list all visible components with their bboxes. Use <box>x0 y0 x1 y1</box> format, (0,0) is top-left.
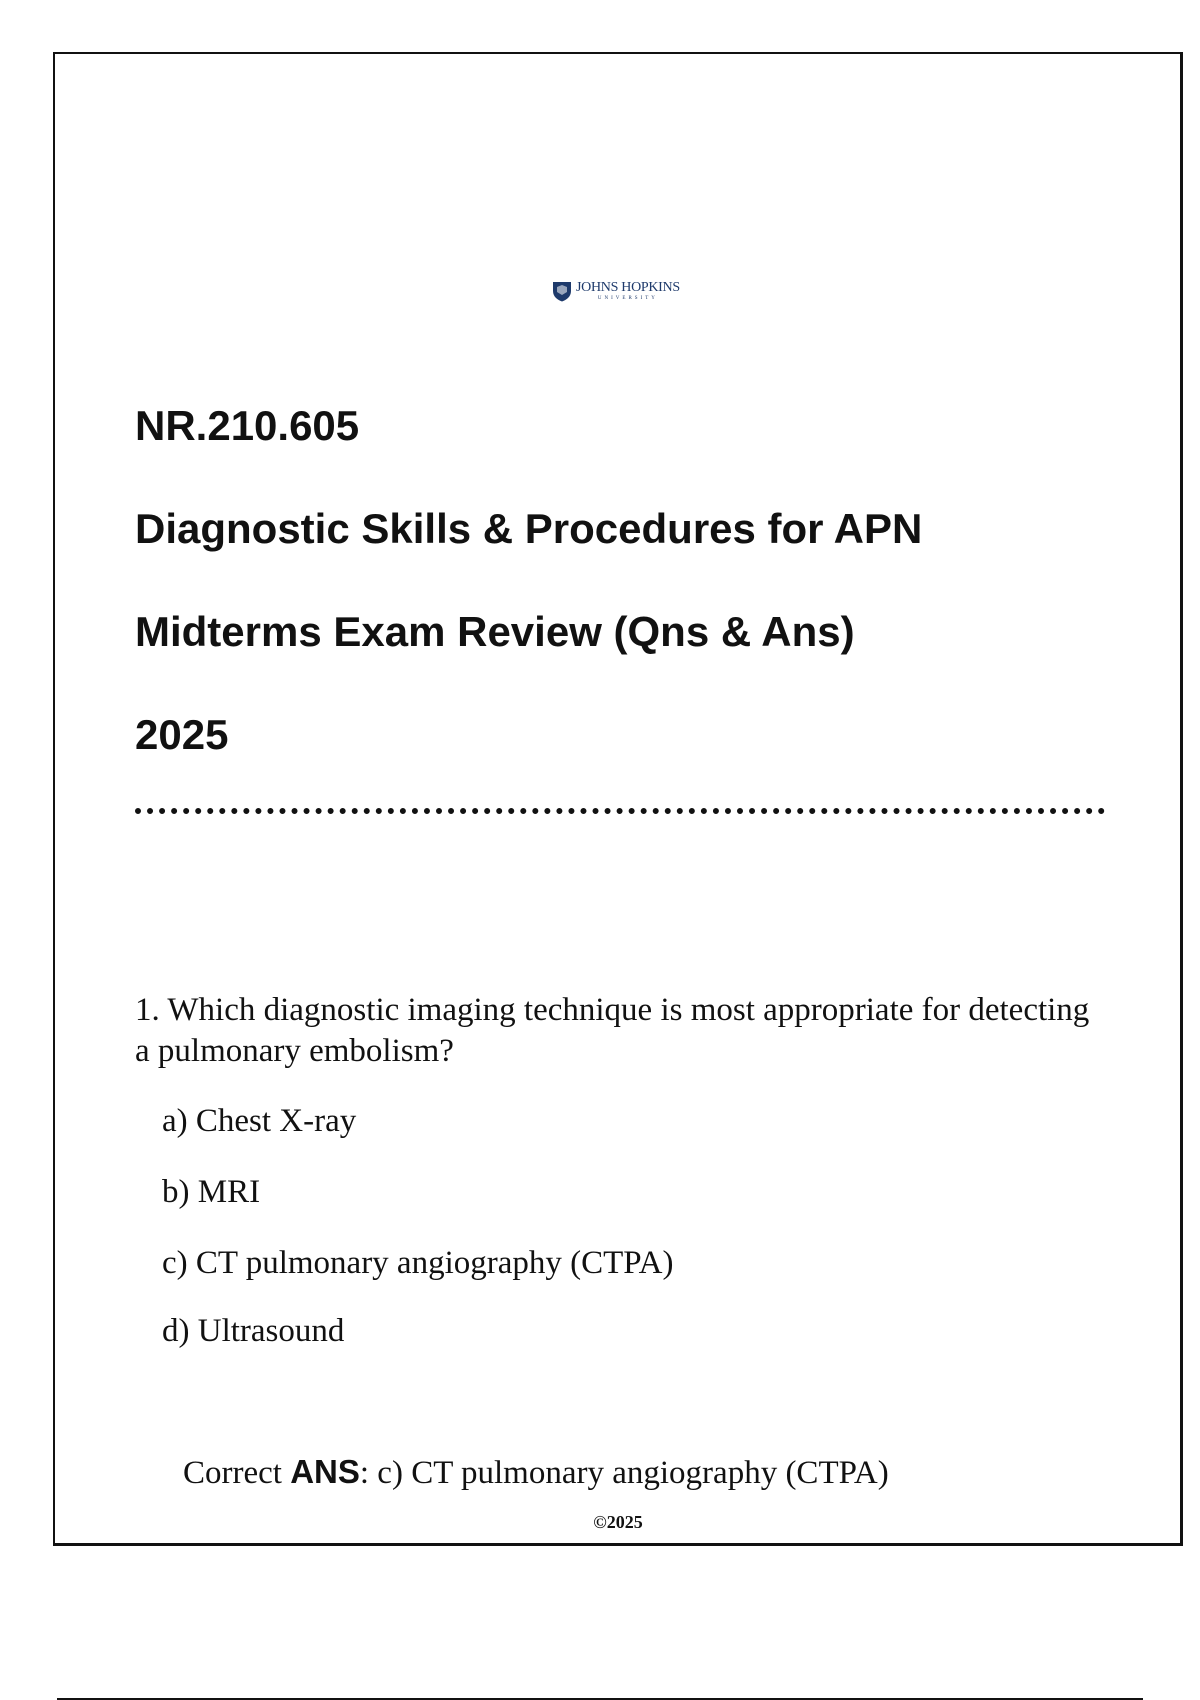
document-subtitle: Midterms Exam Review (Qns & Ans) <box>135 608 855 655</box>
course-code: NR.210.605 <box>135 402 360 449</box>
answer-prefix: Correct <box>183 1455 291 1491</box>
course-title: Diagnostic Skills & Procedures for APN <box>135 505 923 552</box>
option-b: b) MRI <box>162 1174 261 1210</box>
question-text: 1. Which diagnostic imaging technique is most appropriate for detecting a pulmonary embolism? <box>135 992 1090 1069</box>
option-d: d) Ultrasound <box>162 1313 345 1349</box>
logo-name: JOHNS HOPKINS <box>576 280 680 295</box>
copyright: ©2025 <box>593 1512 643 1532</box>
dotted-divider <box>135 808 1105 814</box>
option-a: a) Chest X-ray <box>162 1103 357 1139</box>
university-logo <box>552 280 680 302</box>
shield-icon <box>552 280 572 302</box>
correct-answer <box>183 1452 889 1493</box>
answer-text: : c) CT pulmonary angiography (CTPA) <box>359 1455 889 1491</box>
answer-key: ANS <box>290 1453 360 1490</box>
document-year: 2025 <box>135 711 229 758</box>
option-c: c) CT pulmonary angiography (CTPA) <box>162 1245 674 1281</box>
logo-subtitle: UNIVERSITY <box>597 296 658 301</box>
